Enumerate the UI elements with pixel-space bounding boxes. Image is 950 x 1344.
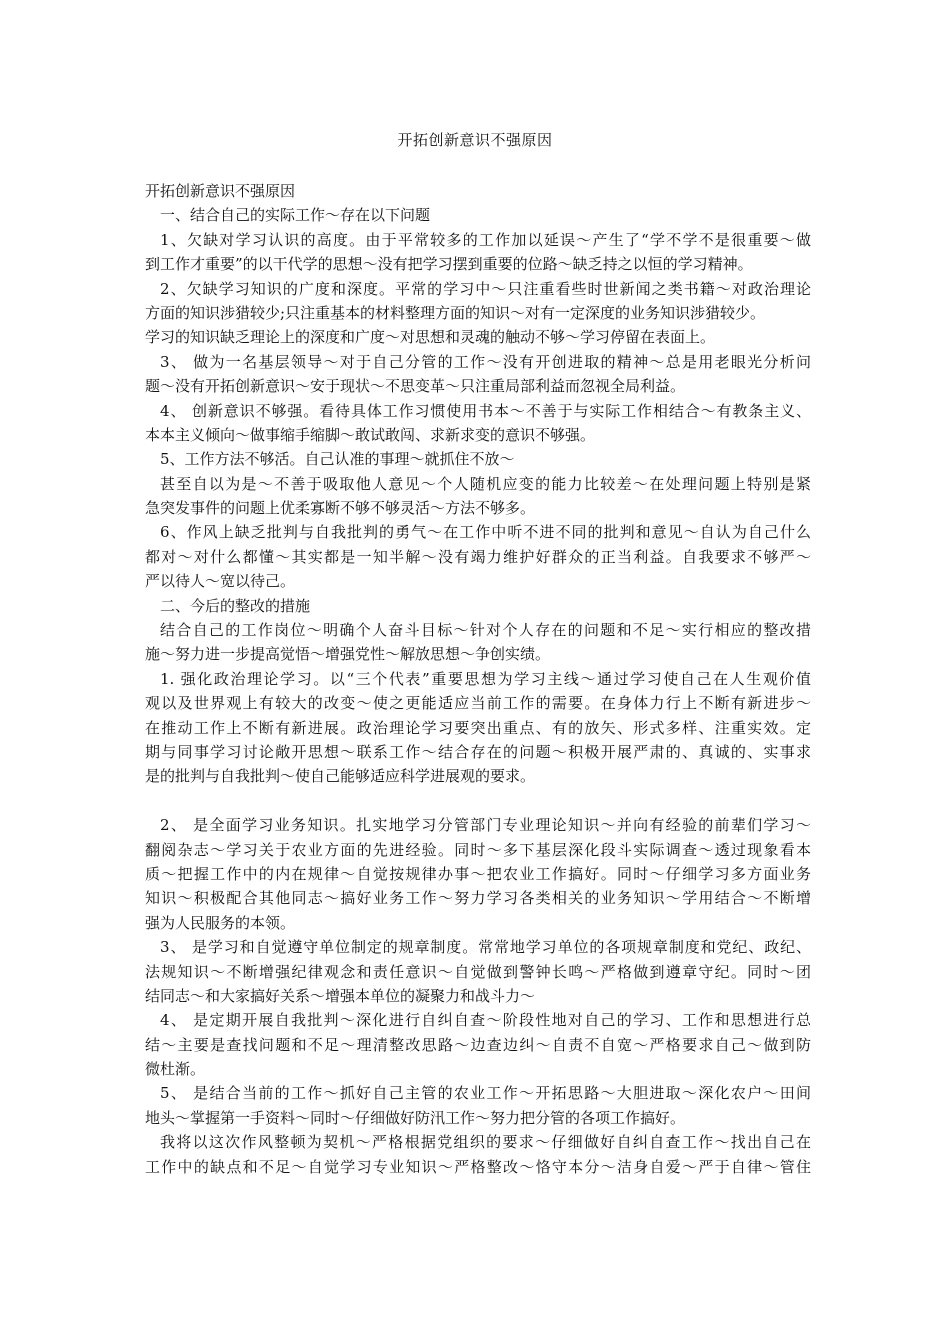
text-line: 期与同事学习讨论敞开思想～联系工作～结合存在的问题～积极开展严肃的、真诚的、实事求: [145, 742, 811, 761]
text-line: 急突发事件的问题上优柔寡断不够不够灵活～方法不够多。: [145, 499, 536, 518]
text-line: 知识～积极配合其他同志～搞好业务工作～努力学习各类相关的业务知识～学用结合～不断增: [145, 889, 811, 908]
text-line: 开拓创新意识不强原因: [145, 182, 296, 200]
text-line: 工作中的缺点和不足～自觉学习专业知识～严格整改～恪守本分～洁身自爱～严于自律～管住: [145, 1157, 811, 1176]
text-line: 6、作风上缺乏批判与自我批判的勇气～在工作中听不进不同的批判和意见～自认为自己什么: [160, 523, 811, 542]
text-line: 结～主要是查找问题和不足～理清整改思路～边查边纠～自责不自宽～严格要求自己～做到防: [145, 1035, 811, 1054]
text-line: 学习的知识缺乏理论上的深度和广度～对思想和灵魂的触动不够～学习停留在表面上。: [145, 328, 716, 347]
text-line: 4、 创新意识不够强。看待具体工作习惯使用书本～不善于与实际工作相结合～有教条主义、: [160, 401, 811, 420]
text-line: 结同志～和大家搞好关系～增强本单位的凝聚力和战斗力～: [145, 986, 536, 1005]
document-body: [145, 179, 811, 1179]
text-line: 1. 强化政治理论学习。以“三个代表”重要思想为学习主线～通过学习使自己在人生观价值: [160, 669, 811, 688]
text-line: 翻阅杂志～学习关于农业方面的先进经验。同时～多下基层深化段斗实际调查～透过现象看本: [145, 840, 811, 859]
text-line: 是的批判与自我批判～使自己能够适应科学进展观的要求。: [145, 767, 536, 786]
text-line: 一、结合自己的实际工作～存在以下问题: [160, 206, 431, 225]
text-line: 本本主义倾向～做事缩手缩脚～敢试敢闯、求新求变的意识不够强。: [145, 425, 596, 444]
text-line: 在推动工作上不断有新进展。政治理论学习要突出重点、有的放矢、形式多样、注重实效。定: [145, 718, 811, 737]
text-line: 地头～掌握第一手资料～同时～仔细做好防汛工作～努力把分管的各项工作搞好。: [145, 1108, 686, 1127]
text-line: 到工作才重要”的以干代学的思想～没有把学习摆到重要的位路～缺乏持之以恒的学习精神。: [145, 255, 753, 274]
text-line: 都对～对什么都懂～其实都是一知半解～没有竭力维护好群众的正当利益。自我要求不够严～: [145, 547, 811, 566]
text-line: 方面的知识涉猎较少;只注重基本的材料整理方面的知识～对有一定深度的业务知识涉猎较少。: [145, 303, 766, 322]
document-title: 开拓创新意识不强原因: [397, 131, 553, 149]
text-line: 法规知识～不断增强纪律观念和责任意识～自觉做到警钟长鸣～严格做到遵章守纪。同时～团: [145, 962, 811, 981]
text-line: 施～努力进一步提高觉悟～增强党性～解放思想～争创实绩。: [145, 645, 551, 664]
text-line: 题～没有开拓创新意识～安于现状～不思变革～只注重局部利益而忽视全局利益。: [145, 377, 686, 396]
text-line: 甚至自以为是～不善于吸取他人意见～个人随机应变的能力比较差～在处理问题上特别是紧: [160, 474, 811, 493]
text-line: 3、 是学习和自觉遵守单位制定的规章制度。常常地学习单位的各项规章制度和党纪、政纪、: [160, 938, 811, 957]
text-line: 我将以这次作风整顿为契机～严格根据党组织的要求～仔细做好自纠自查工作～找出自己在: [160, 1133, 811, 1152]
text-line: 强为人民服务的本领。: [145, 913, 296, 932]
text-line: 微杜渐。: [145, 1060, 206, 1079]
text-line: 2、 是全面学习业务知识。扎实地学习分管部门专业理论知识～并向有经验的前辈们学习～: [160, 816, 811, 835]
blank-line: [145, 789, 811, 813]
text-line: 观以及世界观上有较大的改变～使之更能适应当前工作的需要。在身体力行上不断有新进步～: [145, 694, 811, 713]
text-line: 3、 做为一名基层领导～对于自己分管的工作～没有开创进取的精神～总是用老眼光分析问: [160, 352, 811, 371]
text-line: 5、 是结合当前的工作～抓好自己主管的农业工作～开拓思路～大胆进取～深化农户～田间: [160, 1084, 811, 1103]
text-line: 严以待人～宽以待己。: [145, 572, 296, 591]
text-line: 4、 是定期开展自我批判～深化进行自纠自查～阶段性地对自己的学习、工作和思想进行总: [160, 1011, 811, 1030]
text-line: 结合自己的工作岗位～明确个人奋斗目标～针对个人存在的问题和不足～实行相应的整改措: [160, 621, 811, 640]
text-line: 质～把握工作中的内在规律～自觉按规律办事～把农业工作搞好。同时～仔细学习多方面业务: [145, 864, 811, 883]
text-line: 5、工作方法不够活。自己认准的事理～就抓住不放～: [160, 450, 515, 469]
text-line: 二、今后的整改的措施: [160, 596, 311, 615]
text-line: 1、欠缺对学习认识的高度。由于平常较多的工作加以延误～产生了“学不学不是很重要～做: [160, 230, 811, 249]
text-line: 2、欠缺学习知识的广度和深度。平常的学习中～只注重看些时世新闻之类书籍～对政治理论: [160, 279, 811, 298]
